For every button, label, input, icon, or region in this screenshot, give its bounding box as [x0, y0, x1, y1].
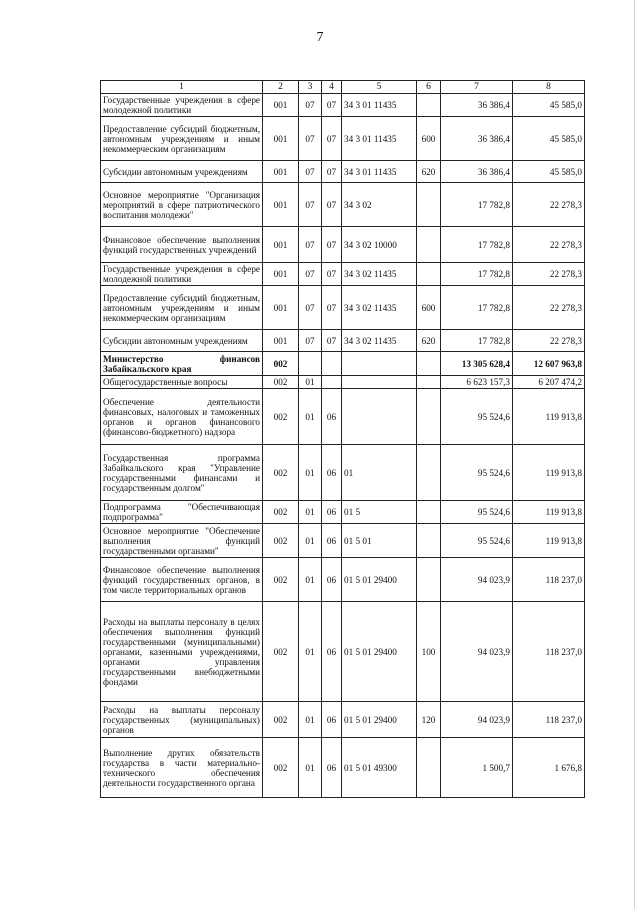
table-row [101, 738, 585, 798]
target-article-code: 01 5 01 49300 [342, 738, 417, 798]
amount-year-1: 17 782,8 [441, 330, 513, 352]
column-header: 5 [342, 81, 417, 94]
table-row [101, 227, 585, 263]
section-code: 07 [299, 161, 322, 183]
ministry-code: 002 [263, 376, 299, 389]
table-row [101, 602, 585, 702]
row-name: Общегосударственные вопросы [101, 376, 263, 389]
subsection-code: 06 [322, 558, 342, 602]
expense-type-code: 620 [417, 161, 441, 183]
target-article-code: 34 3 02 11435 [342, 330, 417, 352]
table-row [101, 117, 585, 161]
subsection-code: 06 [322, 738, 342, 798]
row-name: Предоставление субсидий бюджетным, автономным учреждениям и иным некоммерческим организациям [101, 117, 263, 161]
amount-year-2: 12 607 963,8 [513, 352, 585, 376]
ministry-code: 002 [263, 738, 299, 798]
amount-year-2: 45 585,0 [513, 94, 585, 117]
amount-year-2: 118 237,0 [513, 558, 585, 602]
table-row [101, 702, 585, 738]
ministry-code: 002 [263, 501, 299, 524]
amount-year-1: 95 524,6 [441, 445, 513, 501]
amount-year-2: 1 676,8 [513, 738, 585, 798]
row-name: Государственные учреждения в сфере молодежной политики [101, 263, 263, 286]
section-code: 07 [299, 117, 322, 161]
target-article-code: 34 3 02 11435 [342, 263, 417, 286]
amount-year-2: 22 278,3 [513, 183, 585, 227]
amount-year-1: 94 023,9 [441, 558, 513, 602]
table-row [101, 352, 585, 376]
amount-year-2: 119 913,8 [513, 389, 585, 445]
row-name: Государственная программа Забайкальского края "Управление государственными финансами и государственным долгом" [101, 445, 263, 501]
subsection-code [322, 376, 342, 389]
row-name: Государственные учреждения в сфере молодежной политики [101, 94, 263, 117]
row-name: Обеспечение деятельности финансовых, налоговых и таможенных органов и органов финансового (финансово-бюджетного) надзора [101, 389, 263, 445]
header-row [101, 81, 585, 94]
subsection-code: 06 [322, 445, 342, 501]
amount-year-1: 17 782,8 [441, 183, 513, 227]
ministry-code: 002 [263, 389, 299, 445]
ministry-code: 001 [263, 117, 299, 161]
target-article-code: 01 5 01 29400 [342, 602, 417, 702]
table-row [101, 558, 585, 602]
table-row [101, 263, 585, 286]
ministry-code: 001 [263, 227, 299, 263]
subsection-code: 07 [322, 161, 342, 183]
section-code: 07 [299, 183, 322, 227]
table-row [101, 286, 585, 330]
row-name: Министерство финансов Забайкальского края [101, 352, 263, 376]
amount-year-2: 22 278,3 [513, 286, 585, 330]
subsection-code: 06 [322, 524, 342, 558]
expense-type-code: 120 [417, 702, 441, 738]
table-body [101, 94, 585, 798]
ministry-code: 002 [263, 702, 299, 738]
row-name: Основное мероприятие "Обеспечение выполнения функций государственными органами" [101, 524, 263, 558]
amount-year-1: 13 305 628,4 [441, 352, 513, 376]
amount-year-2: 45 585,0 [513, 161, 585, 183]
amount-year-1: 36 386,4 [441, 94, 513, 117]
section-code: 01 [299, 524, 322, 558]
row-name: Подпрограмма "Обеспечивающая подпрограмма" [101, 501, 263, 524]
amount-year-2: 22 278,3 [513, 263, 585, 286]
table-row [101, 445, 585, 501]
subsection-code: 06 [322, 602, 342, 702]
row-name: Финансовое обеспечение выполнения функций государственных учреждений [101, 227, 263, 263]
amount-year-1: 1 500,7 [441, 738, 513, 798]
amount-year-2: 6 207 474,2 [513, 376, 585, 389]
ministry-code: 001 [263, 183, 299, 227]
row-name: Субсидии автономным учреждениям [101, 161, 263, 183]
target-article-code: 34 3 01 11435 [342, 161, 417, 183]
subsection-code: 07 [322, 94, 342, 117]
table-row [101, 183, 585, 227]
subsection-code: 06 [322, 702, 342, 738]
target-article-code [342, 352, 417, 376]
section-code: 07 [299, 263, 322, 286]
subsection-code: 07 [322, 263, 342, 286]
expense-type-code [417, 524, 441, 558]
ministry-code: 002 [263, 352, 299, 376]
ministry-code: 002 [263, 524, 299, 558]
amount-year-1: 94 023,9 [441, 602, 513, 702]
row-name: Субсидии автономным учреждениям [101, 330, 263, 352]
amount-year-1: 36 386,4 [441, 117, 513, 161]
row-name: Выполнение других обязательств государства в части материально-технического обеспечения деятельности государственного органа [101, 738, 263, 798]
table-row [101, 501, 585, 524]
expense-type-code [417, 352, 441, 376]
row-name: Основное мероприятие "Организация мероприятий в сфере патриотического воспитания молодежи" [101, 183, 263, 227]
section-code: 07 [299, 94, 322, 117]
budget-table [100, 80, 585, 798]
expense-type-code: 100 [417, 602, 441, 702]
expense-type-code [417, 183, 441, 227]
section-code: 07 [299, 330, 322, 352]
ministry-code: 001 [263, 286, 299, 330]
expense-type-code: 600 [417, 286, 441, 330]
section-code: 01 [299, 558, 322, 602]
amount-year-1: 95 524,6 [441, 501, 513, 524]
row-name: Финансовое обеспечение выполнения функций государственных органов, в том числе территориальных органов [101, 558, 263, 602]
target-article-code: 01 [342, 445, 417, 501]
section-code: 01 [299, 702, 322, 738]
subsection-code: 06 [322, 501, 342, 524]
amount-year-2: 118 237,0 [513, 702, 585, 738]
table-row [101, 330, 585, 352]
expense-type-code [417, 738, 441, 798]
expense-type-code: 600 [417, 117, 441, 161]
ministry-code: 001 [263, 161, 299, 183]
column-header: 3 [299, 81, 322, 94]
subsection-code: 07 [322, 286, 342, 330]
section-code [299, 352, 322, 376]
section-code: 01 [299, 738, 322, 798]
expense-type-code [417, 389, 441, 445]
expense-type-code [417, 263, 441, 286]
target-article-code: 34 3 02 11435 [342, 286, 417, 330]
expense-type-code [417, 445, 441, 501]
table-row [101, 524, 585, 558]
target-article-code: 34 3 02 [342, 183, 417, 227]
target-article-code [342, 376, 417, 389]
subsection-code: 07 [322, 183, 342, 227]
amount-year-1: 95 524,6 [441, 524, 513, 558]
page-edge-line [634, 0, 635, 909]
ministry-code: 002 [263, 445, 299, 501]
expense-type-code [417, 376, 441, 389]
column-header: 8 [513, 81, 585, 94]
target-article-code [342, 389, 417, 445]
ministry-code: 002 [263, 602, 299, 702]
target-article-code: 01 5 [342, 501, 417, 524]
section-code: 01 [299, 602, 322, 702]
amount-year-2: 22 278,3 [513, 227, 585, 263]
expense-type-code [417, 94, 441, 117]
expense-type-code [417, 501, 441, 524]
section-code: 01 [299, 376, 322, 389]
amount-year-2: 119 913,8 [513, 445, 585, 501]
table-row [101, 389, 585, 445]
table-row [101, 376, 585, 389]
amount-year-2: 22 278,3 [513, 330, 585, 352]
expense-type-code [417, 558, 441, 602]
section-code: 01 [299, 389, 322, 445]
ministry-code: 001 [263, 94, 299, 117]
subsection-code: 07 [322, 117, 342, 161]
subsection-code [322, 352, 342, 376]
column-header: 4 [322, 81, 342, 94]
column-header: 1 [101, 81, 263, 94]
row-name: Расходы на выплаты персоналу государственных (муниципальных) органов [101, 702, 263, 738]
subsection-code: 07 [322, 330, 342, 352]
subsection-code: 06 [322, 389, 342, 445]
row-name: Предоставление субсидий бюджетным, автономным учреждениям и иным некоммерческим организациям [101, 286, 263, 330]
amount-year-2: 45 585,0 [513, 117, 585, 161]
subsection-code: 07 [322, 227, 342, 263]
target-article-code: 34 3 02 10000 [342, 227, 417, 263]
amount-year-2: 118 237,0 [513, 602, 585, 702]
target-article-code: 01 5 01 29400 [342, 558, 417, 602]
target-article-code: 01 5 01 29400 [342, 702, 417, 738]
table-row [101, 161, 585, 183]
page-number: 7 [316, 30, 324, 45]
section-code: 01 [299, 501, 322, 524]
row-name: Расходы на выплаты персоналу в целях обеспечения выполнения функций государственными (муниципальными) органами, казенными учреждениями, органами управления государственными внебюджетными фондами [101, 602, 263, 702]
amount-year-1: 94 023,9 [441, 702, 513, 738]
amount-year-1: 17 782,8 [441, 263, 513, 286]
column-header: 6 [417, 81, 441, 94]
column-header: 7 [441, 81, 513, 94]
ministry-code: 002 [263, 558, 299, 602]
section-code: 01 [299, 445, 322, 501]
amount-year-1: 6 623 157,3 [441, 376, 513, 389]
amount-year-1: 17 782,8 [441, 227, 513, 263]
section-code: 07 [299, 286, 322, 330]
amount-year-1: 36 386,4 [441, 161, 513, 183]
expense-type-code [417, 227, 441, 263]
ministry-code: 001 [263, 263, 299, 286]
table-row [101, 94, 585, 117]
amount-year-1: 95 524,6 [441, 389, 513, 445]
amount-year-2: 119 913,8 [513, 524, 585, 558]
amount-year-2: 119 913,8 [513, 501, 585, 524]
target-article-code: 34 3 01 11435 [342, 117, 417, 161]
amount-year-1: 17 782,8 [441, 286, 513, 330]
section-code: 07 [299, 227, 322, 263]
target-article-code: 34 3 01 11435 [342, 94, 417, 117]
ministry-code: 001 [263, 330, 299, 352]
column-header: 2 [263, 81, 299, 94]
target-article-code: 01 5 01 [342, 524, 417, 558]
expense-type-code: 620 [417, 330, 441, 352]
